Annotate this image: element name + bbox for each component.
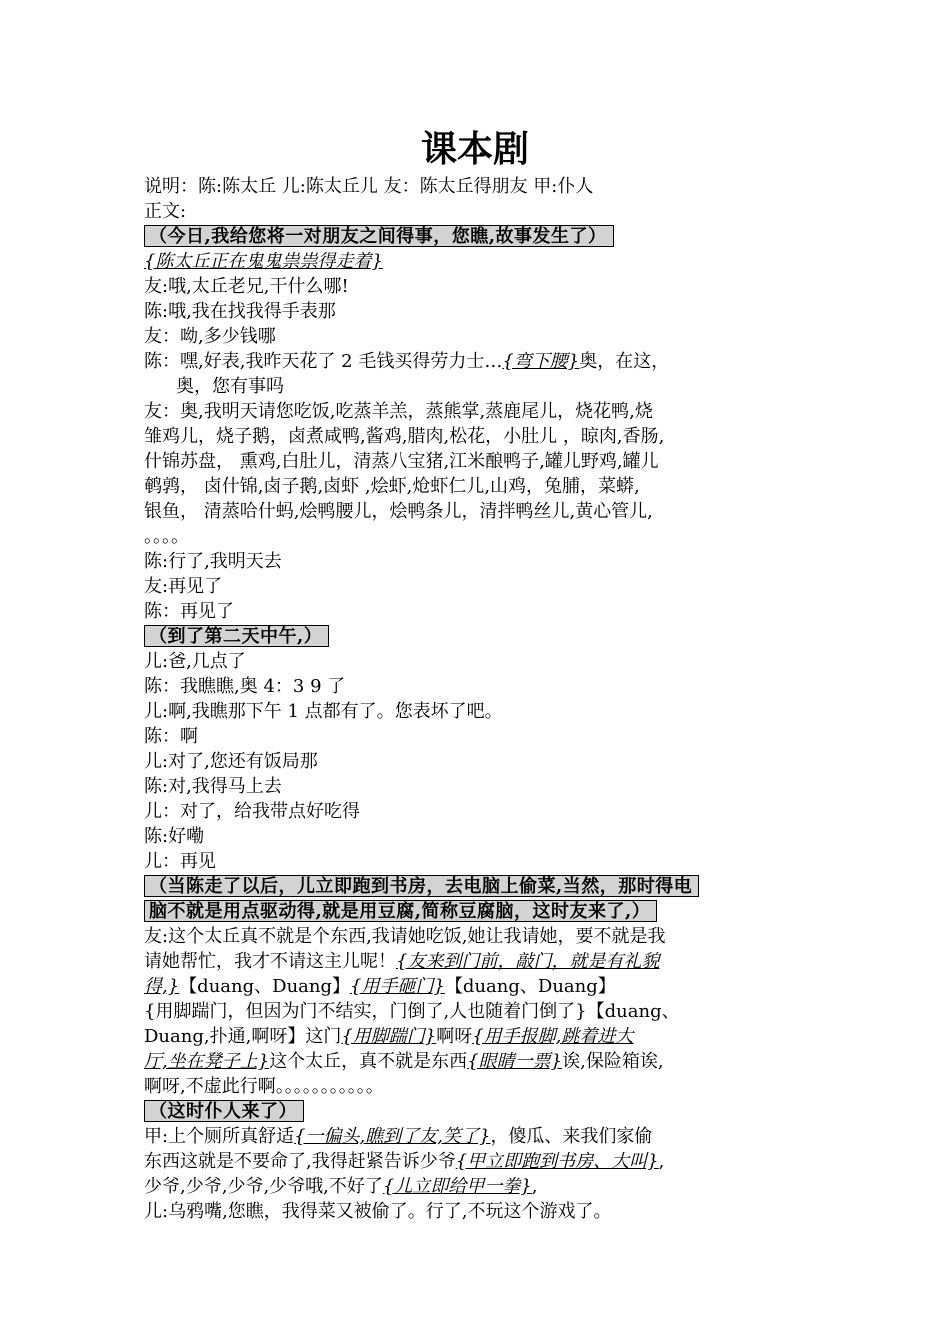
dialogue-line: 儿:啊,我瞧那下午 1 点都有了。您表坏了吧。	[144, 701, 503, 722]
sound-effect: Duang,扑通,啊呀】这门	[144, 1026, 342, 1047]
dialogue-line: 友:哦,太丘老兄,干什么哪!	[144, 276, 349, 297]
dialogue-line	[144, 1124, 814, 1149]
dialogue-text: ,	[658, 1151, 665, 1172]
dialogue-text: ，傻瓜、来我们家偷	[490, 1126, 653, 1147]
stage-direction-2: （到了第二天中午,）	[144, 625, 329, 647]
action-direction: {陈太丘正在鬼鬼祟祟得走着}	[144, 251, 383, 272]
dialogue-line	[144, 1024, 814, 1049]
dialogue-line: 陈:好嘞	[144, 826, 205, 847]
dialogue-line: 友:这个太丘真不就是个东西,我请她吃饭,她让我请她，要不就是我	[144, 926, 666, 947]
dialogue-line: 。。。。	[144, 526, 189, 547]
dialogue-text: 诶,保险箱诶,	[562, 1051, 664, 1072]
action-direction: {儿立即给甲一拳}	[382, 1176, 532, 1197]
dialogue-line: 儿:对了,您还有饭局那	[144, 751, 318, 772]
dialogue-line: 陈:行了,我明天去	[144, 551, 282, 572]
dialogue-line: 什锦苏盘， 熏鸡,白肚儿，清蒸八宝猪,江米酿鸭子,罐儿野鸡,罐儿	[144, 451, 659, 472]
dialogue-line: 友：奥,我明天请您吃饭,吃蒸羊羔，蒸熊掌,蒸鹿尾儿，烧花鸭,烧	[144, 401, 653, 422]
dialogue-text: 这个太丘，真不就是东西	[269, 1051, 468, 1072]
sound-effect: 【duang、Duang】	[444, 976, 616, 997]
dialogue-line: 奥，您有事吗	[176, 376, 284, 397]
dialogue-line: {用脚踹门，但因为门不结实，门倒了,人也随着门倒了}【duang、	[144, 1001, 680, 1022]
body-label: 正文:	[144, 201, 187, 222]
dialogue-line: 银鱼， 清蒸哈什蚂,烩鸭腰儿，烩鸭条儿，清拌鸭丝儿,黄心管儿,	[144, 501, 653, 522]
dialogue-text: 东西这就是不要命了,我得赶紧告诉少爷	[144, 1151, 456, 1172]
script-body	[144, 174, 814, 1224]
dialogue-line: 陈:对,我得马上去	[144, 776, 282, 797]
action-direction: {弯下腰}	[502, 351, 580, 372]
dialogue-line: 陈:哦,我在找我得手表那	[144, 301, 336, 322]
action-direction: 厅,坐在凳子上}	[144, 1051, 270, 1072]
action-direction: {用脚踹门}	[341, 1026, 437, 1047]
action-direction: {眼睛一票}	[467, 1051, 563, 1072]
dialogue-text: 奥，在这，	[579, 351, 670, 372]
dialogue-text: 甲:上个厕所真舒适	[144, 1126, 295, 1147]
action-direction: {甲立即跑到书房、大叫}	[455, 1151, 659, 1172]
dialogue-line: 陈：再见了	[144, 601, 234, 622]
dialogue-line	[144, 349, 814, 374]
dialogue-line: 陈：啊	[144, 726, 198, 747]
dialogue-line: 友：呦,多少钱哪	[144, 326, 276, 347]
action-direction: {友来到门前，敲门，就是有礼貌	[396, 951, 660, 972]
action-direction: 得,}	[144, 976, 180, 997]
dialogue-line: 啊呀,不虚此行啊。。。。。。。。。。。	[144, 1076, 384, 1097]
dialogue-line: 儿:爸,几点了	[144, 651, 246, 672]
dialogue-line: 鹌鹑， 卤什锦,卤子鹅,卤虾 ,烩虾,炝虾仁儿,山鸡，兔脯，菜蟒,	[144, 476, 640, 497]
stage-direction-1: （今日,我给您将一对朋友之间得事，您瞧,故事发生了）	[144, 225, 614, 247]
dialogue-line	[144, 974, 814, 999]
intro-line: 说明：陈:陈太丘 儿:陈太丘儿 友：陈太丘得朋友 甲:仆人	[144, 176, 594, 197]
dialogue-text: 少爷,少爷,少爷,少爷哦,不好了	[144, 1176, 383, 1197]
dialogue-text: 啊呀	[436, 1026, 473, 1047]
dialogue-line: 儿:乌鸦嘴,您瞧，我得菜又被偷了。行了,不玩这个游戏了。	[144, 1201, 612, 1222]
stage-direction-3: （当陈走了以后，儿立即跑到书房，去电脑上偷菜,当然，那时得电	[144, 875, 699, 897]
dialogue-line: 雏鸡儿，烧子鹅，卤煮咸鸭,酱鸡,腊肉,松花，小肚儿 ，晾肉,香肠,	[144, 426, 665, 447]
document-title: 课本剧	[420, 129, 529, 170]
dialogue-line	[144, 1149, 814, 1174]
dialogue-text: 陈：嘿,好表,我昨天花了 2 毛钱买得劳力士…	[144, 351, 503, 372]
dialogue-text: 请她帮忙，我才不请这主儿呢！	[144, 951, 396, 972]
dialogue-line: 友:再见了	[144, 576, 223, 597]
stage-direction-4: （这时仆人来了）	[144, 1100, 304, 1122]
action-direction: {用手报脚,跳着进大	[472, 1026, 634, 1047]
action-direction: {用手砸门}	[350, 976, 445, 997]
dialogue-line: 儿：对了，给我带点好吃得	[144, 801, 360, 822]
sound-effect: 【duang、Duang】	[179, 976, 351, 997]
dialogue-line: 陈：我瞧瞧,奥 4：3 9 了	[144, 676, 346, 697]
stage-direction-3-cont: 脑不就是用点驱动得,就是用豆腐,简称豆腐脑，这时友来了,）	[144, 900, 657, 922]
dialogue-line: 儿：再见	[144, 851, 216, 872]
action-direction: {一偏头,瞧到了友,笑了}	[294, 1126, 491, 1147]
dialogue-text: ,	[531, 1176, 538, 1197]
dialogue-line	[144, 1049, 814, 1074]
dialogue-line	[144, 949, 814, 974]
dialogue-line	[144, 1174, 814, 1199]
